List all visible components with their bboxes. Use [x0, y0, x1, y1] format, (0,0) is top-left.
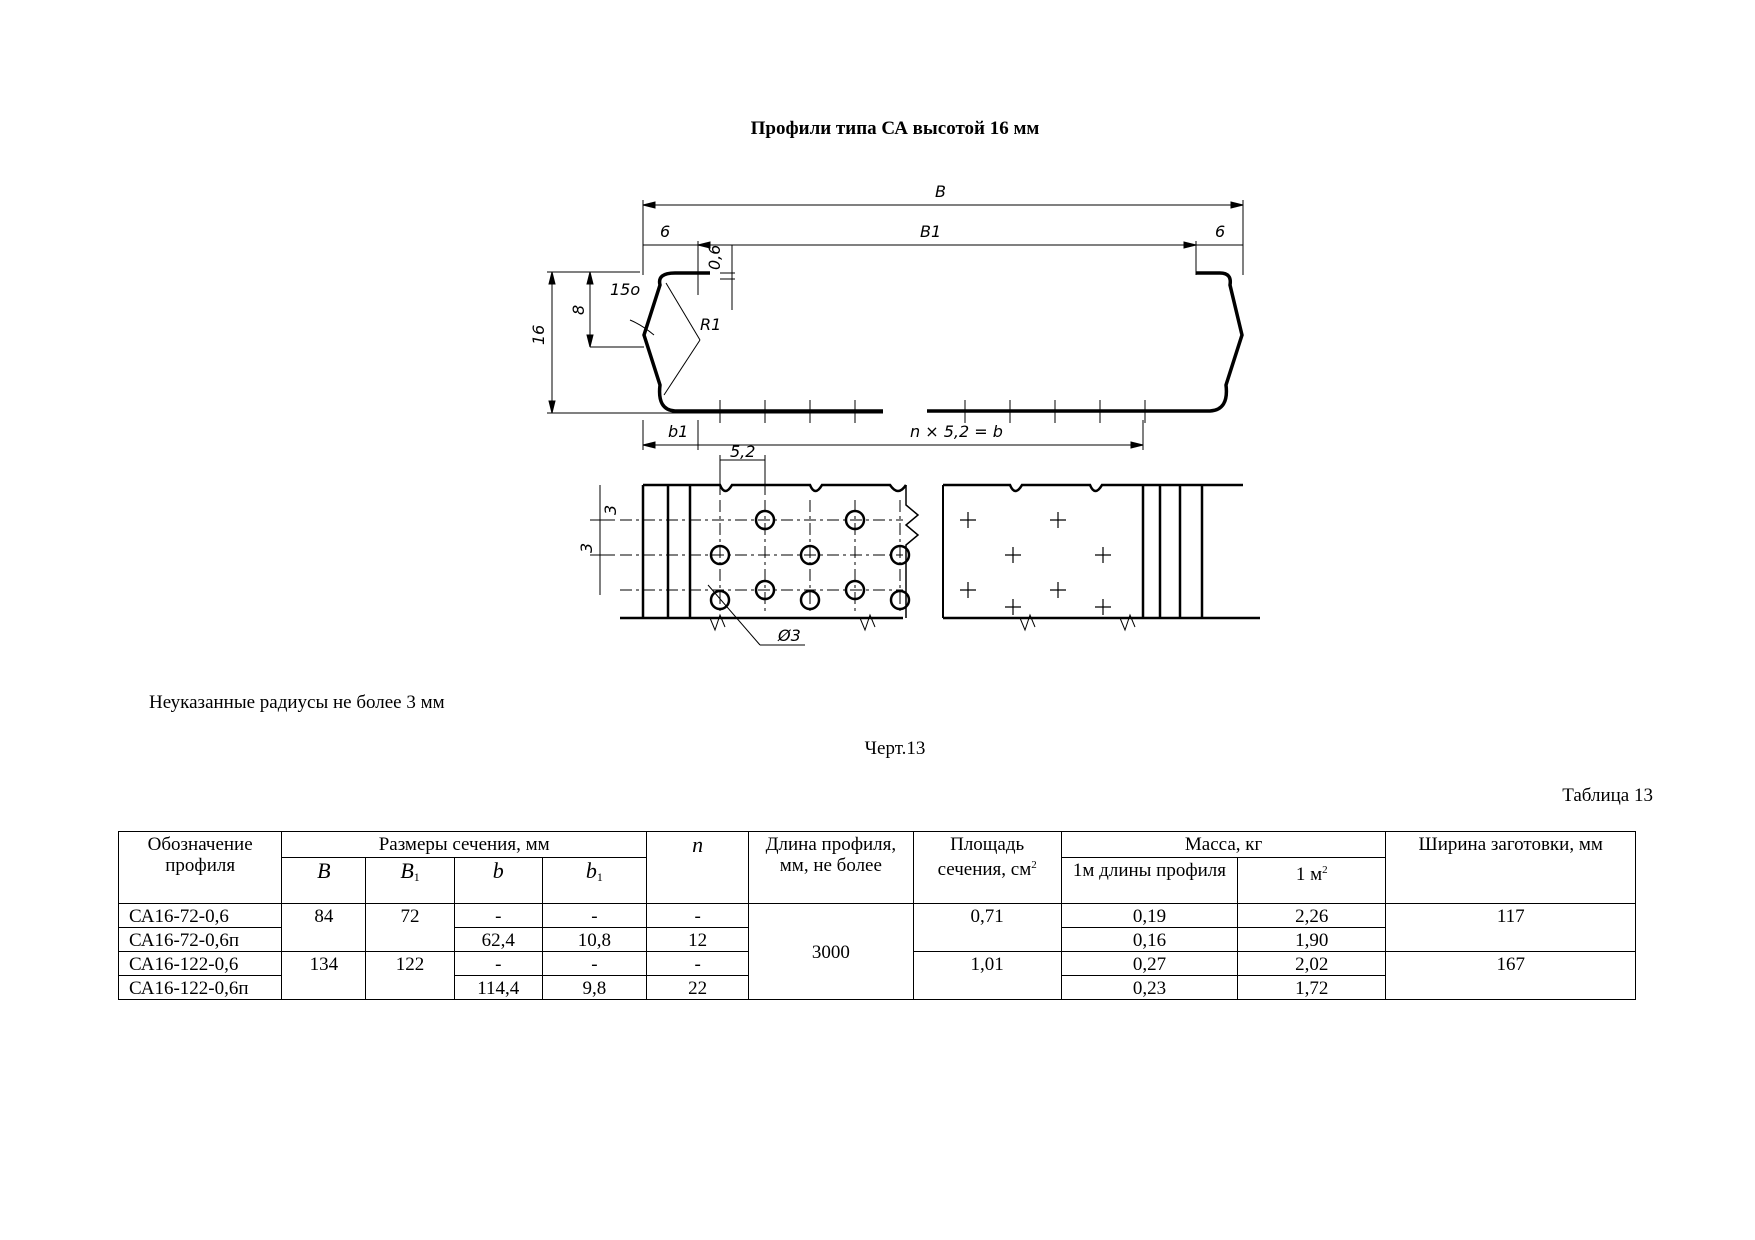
table-number: Таблица 13 — [1562, 785, 1653, 806]
row4-mass-m: 0,23 — [1061, 976, 1237, 1000]
figure-caption: Черт.13 — [864, 738, 926, 759]
row1-name: СА16-72-0,6 — [119, 904, 282, 928]
row4-n: 22 — [647, 976, 749, 1000]
header-B1-text: B — [400, 858, 414, 883]
dim-3b-label: 3 — [577, 542, 596, 553]
row2-b1: 10,8 — [542, 928, 646, 952]
header-dimensions: Размеры сечения, мм — [282, 832, 647, 858]
header-designation: Обозначение профиля — [119, 832, 282, 904]
header-B: B — [282, 858, 366, 904]
dim-B1-label: В1 — [920, 222, 942, 241]
dim-6-right-label: 6 — [1215, 222, 1226, 241]
row3-b1: - — [542, 952, 646, 976]
area-122-cell: 1,01 — [913, 952, 1061, 1000]
header-B1 — [366, 858, 454, 904]
profile-table — [118, 831, 1636, 1000]
row3-B: 134 — [282, 952, 366, 1000]
dim-3a-label: 3 — [601, 504, 620, 515]
width-122-cell: 167 — [1386, 952, 1636, 1000]
profile-drawing-svg — [520, 175, 1280, 675]
table-row — [119, 904, 1636, 928]
dim-8-label: 8 — [569, 304, 588, 315]
dim-6-left-label: 6 — [660, 222, 671, 241]
row4-mass-m2: 1,72 — [1238, 976, 1386, 1000]
header-area-text: Площадь сечения, см — [937, 834, 1032, 880]
header-length: Длина профиля, мм, не более — [749, 832, 913, 904]
row4-b: 114,4 — [454, 976, 542, 1000]
row3-n: - — [647, 952, 749, 976]
header-b1-text: b — [585, 858, 597, 883]
row2-mass-m: 0,16 — [1061, 928, 1237, 952]
dim-nb-label: n × 5,2 = b — [910, 422, 1003, 441]
page-title: Профили типа СА высотой 16 мм — [750, 118, 1040, 139]
row3-b: - — [454, 952, 542, 976]
dim-b1-label: b1 — [668, 422, 689, 441]
radius-note: Неуказанные радиусы не более 3 мм — [149, 692, 445, 713]
row1-n: - — [647, 904, 749, 928]
header-mass-1m: 1м длины профиля — [1061, 858, 1237, 904]
angle-15-label: 15о — [610, 280, 641, 299]
row2-name: СА16-72-0,6п — [119, 928, 282, 952]
row1-mass-m2: 2,26 — [1238, 904, 1386, 928]
header-b1-sub: 1 — [596, 870, 603, 884]
dim-B-label: В — [935, 182, 946, 201]
row3-mass-m: 0,27 — [1061, 952, 1237, 976]
area-72-cell: 0,71 — [913, 904, 1061, 952]
header-b1 — [542, 858, 646, 904]
row2-mass-m2: 1,90 — [1238, 928, 1386, 952]
profile-drawing — [520, 175, 1280, 675]
header-area-sup: 2 — [1031, 859, 1037, 871]
header-mass: Масса, кг — [1061, 832, 1386, 858]
header-n: n — [647, 832, 749, 904]
header-mass-1m2-text: 1 м — [1295, 864, 1323, 885]
row3-name: СА16-122-0,6 — [119, 952, 282, 976]
row2-n: 12 — [647, 928, 749, 952]
dim-16-label: 16 — [529, 324, 548, 345]
length-cell: 3000 — [749, 904, 913, 1000]
dim-0-6-label: 0,6 — [705, 244, 724, 270]
header-B1-sub: 1 — [413, 870, 420, 884]
radius-r1-label: R1 — [700, 315, 722, 334]
header-b: b — [454, 858, 542, 904]
row1-B: 84 — [282, 904, 366, 952]
row1-B1: 72 — [366, 904, 454, 952]
header-mass-1m2-sup: 2 — [1322, 864, 1328, 876]
header-width: Ширина заготовки, мм — [1386, 832, 1636, 904]
row3-B1: 122 — [366, 952, 454, 1000]
row4-b1: 9,8 — [542, 976, 646, 1000]
header-area — [913, 832, 1061, 904]
row2-b: 62,4 — [454, 928, 542, 952]
row4-name: СА16-122-0,6п — [119, 976, 282, 1000]
header-mass-1m2 — [1238, 858, 1386, 904]
width-72-cell: 117 — [1386, 904, 1636, 952]
row1-b1: - — [542, 904, 646, 928]
hole-diameter-label: Ø3 — [778, 626, 801, 645]
row3-mass-m2: 2,02 — [1238, 952, 1386, 976]
row1-b: - — [454, 904, 542, 928]
dim-pitch-label: 5,2 — [730, 442, 756, 461]
row1-mass-m: 0,19 — [1061, 904, 1237, 928]
